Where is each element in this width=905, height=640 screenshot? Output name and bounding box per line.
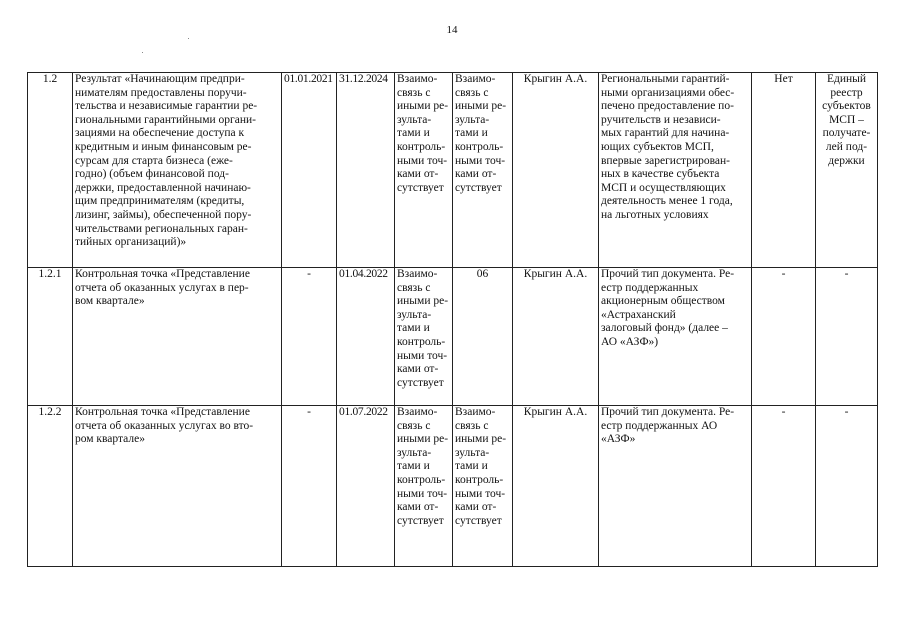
scan-speck: [188, 38, 189, 39]
end-date: 31.12.2024: [337, 73, 395, 268]
information-system: Единый реестр субъектов МСП – получате- лей под- держки: [816, 73, 878, 268]
result-document: Региональными гарантий- ными организациями обес- печено предоставление по- ручительств и независи- мых гарантий для начина- ющих субъектов МСП, впервые зарегистрирован- ных в качестве субъекта МСП и осуществляющих деятельность менее 1 года, на льготных условиях: [599, 73, 752, 268]
responsible-person: Крыгин А.А.: [513, 268, 599, 406]
successor-link: 06: [453, 268, 513, 406]
row-number: 1.2.2: [28, 406, 73, 567]
result-document: Прочий тип документа. Ре- естр поддержанных АО «АЗФ»: [599, 406, 752, 567]
start-date: -: [282, 406, 337, 567]
end-date: 01.07.2022: [337, 406, 395, 567]
flag-cell: Нет: [752, 73, 816, 268]
predecessor-link: Взаимо- связь с иными ре- зульта- тами и контроль- ными точ- ками от- сутствует: [395, 406, 453, 567]
page-number: 14: [446, 24, 458, 36]
result-document: Прочий тип документа. Ре- естр поддержанных акционерным обществом «Астраханский залоговый фонд» (далее – АО «АЗФ»): [599, 268, 752, 406]
information-system: -: [816, 268, 878, 406]
successor-link: Взаимо- связь с иными ре- зульта- тами и контроль- ными точ- ками от- сутствует: [453, 73, 513, 268]
flag-cell: -: [752, 268, 816, 406]
row-title: Результат «Начинающим предпри- нимателям предоставлены поручи- тельства и независимые гарантии ре- гиональными гарантийными органи- зациями на обеспечение доступа к кредитным и иным финансовым ре- сурсам для старта бизнеса (еже- годно) (объем финансовой под- держки, предоставленной начинаю- щим предпринимателям (кредиты, лизинг, займы), обеспеченной пору- чительствами региональных гаран- тийных организаций)»: [73, 73, 282, 268]
scan-speck: [142, 52, 143, 53]
start-date: 01.01.2021: [282, 73, 337, 268]
row-number: 1.2.1: [28, 268, 73, 406]
table-row: [28, 268, 878, 406]
flag-cell: -: [752, 406, 816, 567]
predecessor-link: Взаимо- связь с иными ре- зульта- тами и контроль- ными точ- ками от- сутствует: [395, 268, 453, 406]
responsible-person: Крыгин А.А.: [513, 73, 599, 268]
table-row: [28, 406, 878, 567]
plan-table: [27, 72, 878, 567]
successor-link: Взаимо- связь с иными ре- зульта- тами и контроль- ными точ- ками от- сутствует: [453, 406, 513, 567]
information-system: -: [816, 406, 878, 567]
start-date: -: [282, 268, 337, 406]
row-title: Контрольная точка «Представление отчета об оказанных услугах в пер- вом квартале»: [73, 268, 282, 406]
predecessor-link: Взаимо- связь с иными ре- зульта- тами и контроль- ными точ- ками от- сутствует: [395, 73, 453, 268]
responsible-person: Крыгин А.А.: [513, 406, 599, 567]
row-title: Контрольная точка «Представление отчета об оказанных услугах во вто- ром квартале»: [73, 406, 282, 567]
end-date: 01.04.2022: [337, 268, 395, 406]
row-number: 1.2: [28, 73, 73, 268]
table-row: [28, 73, 878, 268]
